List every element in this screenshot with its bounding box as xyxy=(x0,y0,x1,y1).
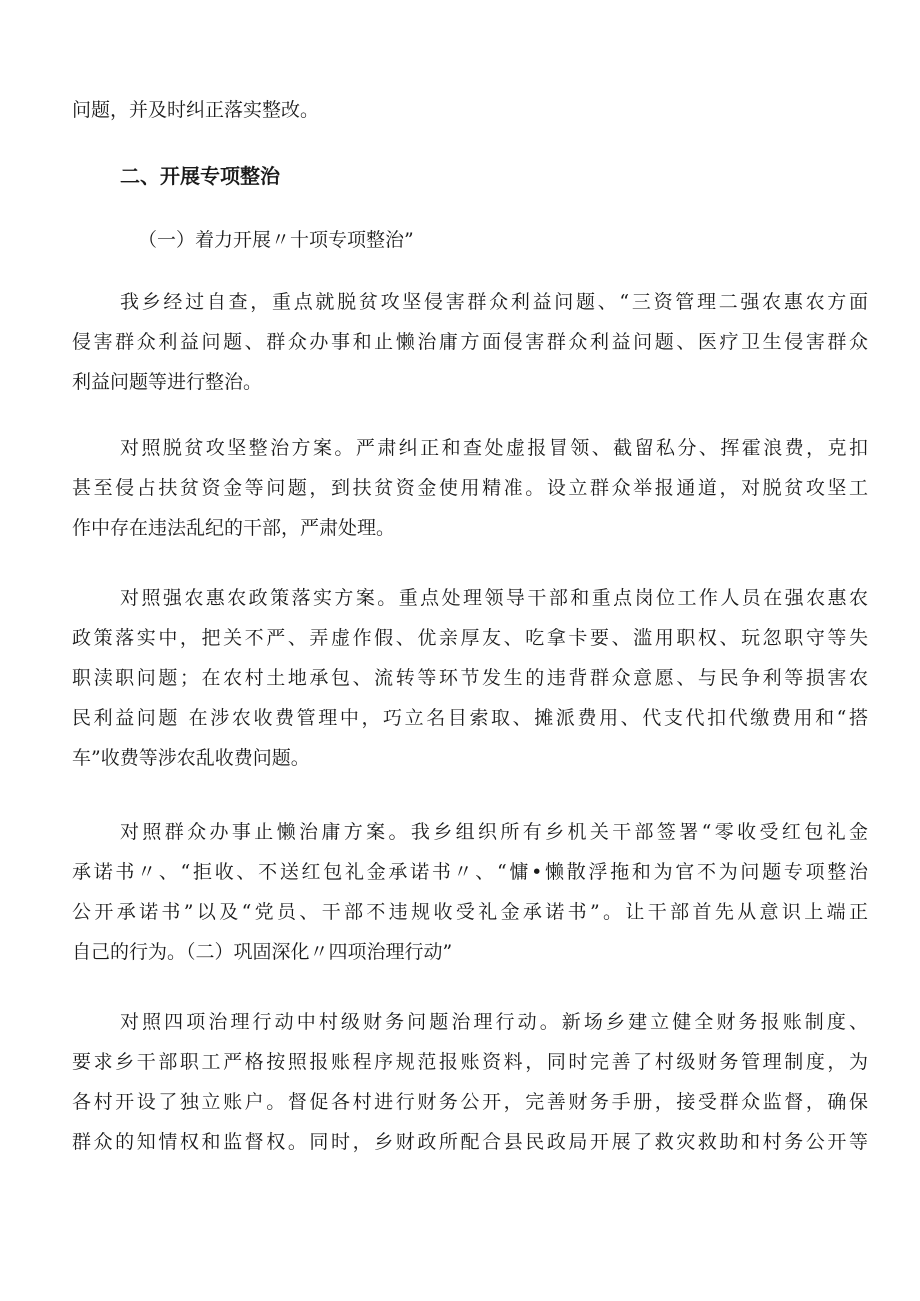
paragraph-line: 我乡经过自查，重点就脱贫攻坚侵害群众利益问题、“三资管理二强农惠农方面 xyxy=(120,291,868,313)
paragraph-line: 车”收费等涉农乱收费问题。 xyxy=(72,747,310,769)
paragraph-line: 对照脱贫攻坚整治方案。严肃纠正和查处虚报冒领、截留私分、挥霍浪费，克扣 xyxy=(120,437,868,459)
paragraph-line: 要求乡干部职工严格按照报账程序规范报账资料，同时完善了村级财务管理制度，为 xyxy=(72,1051,868,1073)
paragraph-line: 问题，并及时纠正落实整改。 xyxy=(72,99,320,121)
paragraph-line: 侵害群众利益问题、群众办事和止懒治庸方面侵害群众利益问题、医疗卫生侵害群众 xyxy=(72,331,868,353)
paragraph-2 xyxy=(72,428,868,548)
subsection-heading: （一）着力开展〃十项专项整治” xyxy=(138,229,414,251)
paragraph-line: 对照强农惠农政策落实方案。重点处理领导干部和重点岗位工作人员在强农惠农 xyxy=(120,587,868,609)
paragraph-line: 甚至侵占扶贫资金等问题，到扶贫资金使用精准。设立群众举报通道，对脱贫攻坚工 xyxy=(72,477,868,499)
paragraph-line: 承诺书〃、“拒收、不送红包礼金承诺书〃、“慵•懒散浮拖和为官不为问题专项整治 xyxy=(72,861,868,883)
paragraph-line: 政策落实中，把关不严、弄虚作假、优亲厚友、吃拿卡要、滥用职权、玩忽职守等失 xyxy=(72,627,868,649)
paragraph-4 xyxy=(72,812,868,972)
paragraph-line: 对照群众办事止懒治庸方案。我乡组织所有乡机关干部签署“零收受红包礼金 xyxy=(120,821,868,843)
section-heading: 二、开展专项整治 xyxy=(120,164,280,188)
paragraph-line: 民利益问题 在涉农收费管理中，巧立名目索取、摊派费用、代支代扣代缴费用和“搭 xyxy=(72,707,868,729)
paragraph-line: 作中存在违法乱纪的干部，严肃处理。 xyxy=(72,517,396,539)
paragraph-1 xyxy=(72,282,868,402)
continuation-paragraph xyxy=(72,90,868,130)
paragraph-line: 自己的行为。（二）巩固深化〃四项治理行动” xyxy=(72,941,453,963)
paragraph-5 xyxy=(72,1002,868,1162)
paragraph-line: 职渎职问题；在农村土地承包、流转等环节发生的违背群众意愿、与民争利等损害农 xyxy=(72,667,868,689)
paragraph-line: 公开承诺书”以及“党员、干部不违规收受礼金承诺书”。让干部首先从意识上端正 xyxy=(72,901,868,923)
paragraph-line: 对照四项治理行动中村级财务问题治理行动。新场乡建立健全财务报账制度、 xyxy=(120,1011,868,1033)
paragraph-3 xyxy=(72,578,868,778)
paragraph-line: 利益问题等进行整治。 xyxy=(72,371,263,393)
paragraph-line: 群众的知情权和监督权。同时，乡财政所配合县民政局开展了救灾救助和村务公开等 xyxy=(72,1131,868,1153)
paragraph-line: 各村开设了独立账户。督促各村进行财务公开，完善财务手册，接受群众监督，确保 xyxy=(72,1091,868,1113)
